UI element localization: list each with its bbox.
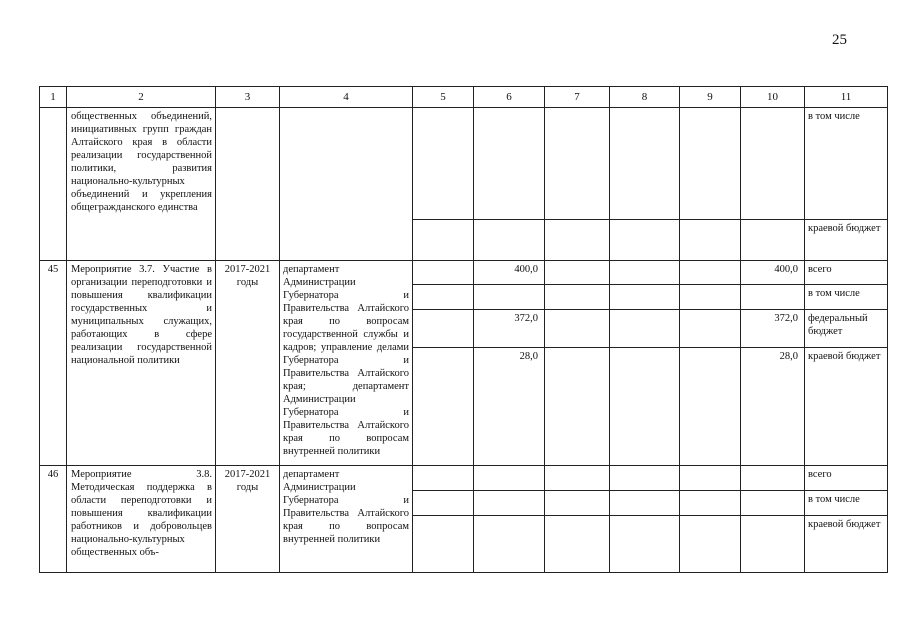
amount-col10: 372,0 (741, 310, 805, 348)
amount-col6: 400,0 (474, 261, 545, 285)
amount-col6: 28,0 (474, 348, 545, 466)
column-header: 5 (413, 87, 474, 108)
amount-col10 (741, 466, 805, 491)
funding-source: в том числе (805, 491, 888, 516)
table-row (40, 261, 888, 285)
amount-col10 (741, 285, 805, 310)
table-row (40, 466, 888, 491)
period: 2017-2021 годы (216, 466, 280, 573)
executor: департамент Администрации Губернатора и Правительства Алтайского края по вопросам внутренней политики (280, 466, 413, 573)
amount-col10 (741, 491, 805, 516)
amount-col6 (474, 491, 545, 516)
column-header: 6 (474, 87, 545, 108)
activity-description: общественных объединений, инициативных групп граждан Алтайского края в области реализации государственной политики, развития национально-культурных объединений и укрепления общегражданского единства (67, 108, 216, 261)
funding-source: в том числе (805, 108, 888, 220)
column-header: 4 (280, 87, 413, 108)
amount-col6 (474, 466, 545, 491)
column-header: 1 (40, 87, 67, 108)
column-header: 3 (216, 87, 280, 108)
funding-source: всего (805, 466, 888, 491)
funding-source: краевой бюджет (805, 348, 888, 466)
column-header: 10 (741, 87, 805, 108)
funding-source: краевой бюджет (805, 220, 888, 261)
row-number: 46 (40, 466, 67, 573)
amount-col6 (474, 516, 545, 573)
funding-source: краевой бюджет (805, 516, 888, 573)
funding-source: в том числе (805, 285, 888, 310)
column-header: 2 (67, 87, 216, 108)
column-header: 9 (680, 87, 741, 108)
column-header: 7 (545, 87, 610, 108)
row-number: 45 (40, 261, 67, 466)
funding-source: федеральный бюджет (805, 310, 888, 348)
activity-description: Мероприятие 3.7. Участие в организации переподготовки и повышения квалификации государственных и муниципальных служащих, работающих в сфере реализации государственной национальной политики (67, 261, 216, 466)
header-row (40, 87, 888, 108)
column-header: 8 (610, 87, 680, 108)
amount-col10 (741, 516, 805, 573)
amount-col6 (474, 285, 545, 310)
program-activities-table (39, 86, 888, 573)
page-number: 25 (832, 32, 847, 48)
executor: департамент Администрации Губернатора и Правительства Алтайского края по вопросам государственной службы и кадров; управление делами Губернатора и Правительства Алтайского края; департамент Администрации Губернатора и Правительства Алтайского края по вопросам внутренней политики (280, 261, 413, 466)
activity-description: Мероприятие 3.8. Методическая поддержка в области переподготовки и повышения квалификации работников и добровольцев национально-культурных общественных объ- (67, 466, 216, 573)
column-header: 11 (805, 87, 888, 108)
amount-col6: 372,0 (474, 310, 545, 348)
amount-col10: 400,0 (741, 261, 805, 285)
table-row (40, 108, 888, 220)
funding-source: всего (805, 261, 888, 285)
period: 2017-2021 годы (216, 261, 280, 466)
amount-col10: 28,0 (741, 348, 805, 466)
